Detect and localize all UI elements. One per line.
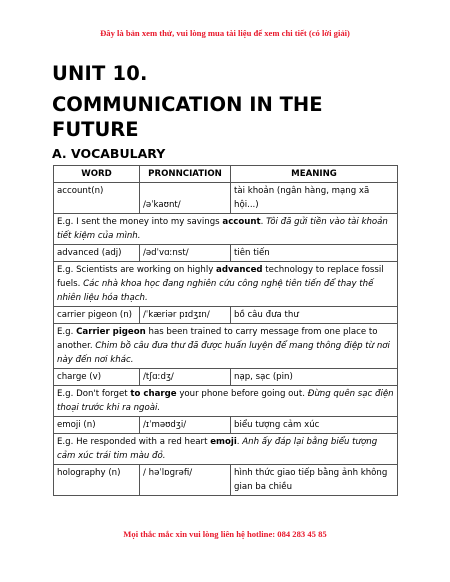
example-text: E.g.: [57, 327, 77, 337]
example-keyword: to charge: [130, 389, 177, 399]
example-keyword: advanced: [216, 265, 263, 275]
meaning-cell: tiên tiến: [231, 245, 398, 262]
pronunciation-cell: /ˈkæriər pɪdʒɪn/: [140, 307, 231, 324]
example-row: [54, 262, 398, 307]
pronunciation-cell: /ədˈvɑːnst/: [140, 245, 231, 262]
example-cell: [54, 386, 398, 417]
example-cell: [54, 262, 398, 307]
vocab-row: [54, 417, 398, 434]
example-text: your phone before going out.: [176, 389, 308, 399]
example-text: technology to replace fossil fuels.: [57, 265, 384, 289]
vocab-row: [54, 245, 398, 262]
meaning-cell: bồ câu đưa thư: [231, 307, 398, 324]
example-row: [54, 324, 398, 369]
vocab-row: [54, 307, 398, 324]
example-text: E.g. Don't forget: [57, 389, 131, 399]
preview-notice: Đây là bản xem thử, vui lòng mua tài liệu để xem chi tiết (có lời giải): [100, 28, 350, 38]
example-keyword: account: [222, 217, 261, 227]
example-translation: Các nhà khoa học đang nghiên cứu công nghệ tiên tiến để thay thế nhiên liệu hóa thạch.: [57, 279, 374, 303]
vocab-row: [54, 183, 398, 214]
example-row: [54, 214, 398, 245]
header-word: WORD: [54, 166, 140, 183]
example-cell: [54, 214, 398, 245]
example-cell: [54, 434, 398, 465]
meaning-cell: biểu tượng cảm xúc: [231, 417, 398, 434]
unit-title: UNIT 10.: [52, 62, 148, 85]
meaning-cell: nạp, sạc (pin): [231, 369, 398, 386]
topic-title: COMMUNICATION IN THE FUTURE: [52, 93, 323, 141]
example-text: E.g. Scientists are working on highly: [57, 265, 217, 275]
example-translation: Chim bồ câu đưa thư đã được huấn luyện để mang thông điệp từ nơi này đến nơi khác.: [57, 341, 390, 365]
example-translation: Đừng quên sạc điện thoại trước khi ra ngoài.: [57, 389, 394, 413]
word-cell: charge (v): [54, 369, 140, 386]
pronunciation-cell: / həˈlɒɡrəfi/: [140, 465, 231, 496]
word-cell: emoji (n): [54, 417, 140, 434]
table-header-row: [54, 166, 398, 183]
meaning-cell: hình thức giao tiếp bằng ảnh không gian ba chiều: [231, 465, 398, 496]
word-cell: carrier pigeon (n): [54, 307, 140, 324]
example-row: [54, 434, 398, 465]
example-keyword: emoji: [210, 437, 237, 447]
example-text: .: [260, 217, 267, 227]
example-keyword: Carrier pigeon: [76, 327, 146, 337]
word-cell: holography (n): [54, 465, 140, 496]
pronunciation-cell: /tʃɑːdʒ/: [140, 369, 231, 386]
header-meaning: MEANING: [231, 166, 398, 183]
example-text: has been trained to carry message from one place to another.: [57, 327, 378, 351]
example-cell: [54, 324, 398, 369]
word-cell: advanced (adj): [54, 245, 140, 262]
example-translation: Tôi đã gửi tiền vào tài khoản tiết kiệm của mình.: [57, 217, 388, 241]
pronunciation-cell: /əˈkaʊnt/: [140, 183, 231, 214]
hotline-notice: Mọi thắc mắc xin vui lòng liên hệ hotline: 084 283 45 85: [123, 529, 327, 539]
meaning-cell: tài khoản (ngân hàng, mạng xã hội...): [231, 183, 398, 214]
example-text: .: [236, 437, 243, 447]
vocab-row: [54, 369, 398, 386]
word-cell: account(n): [54, 183, 140, 214]
header-pronunciation: PRONNCIATION: [140, 166, 231, 183]
vocab-row: [54, 465, 398, 496]
example-text: E.g. He responded with a red heart: [57, 437, 211, 447]
section-heading: A. VOCABULARY: [52, 146, 166, 161]
pronunciation-cell: /ɪˈməʊdʒi/: [140, 417, 231, 434]
example-text: E.g. I sent the money into my savings: [57, 217, 223, 227]
example-row: [54, 386, 398, 417]
example-translation: Anh ấy đáp lại bằng biểu tượng cảm xúc trái tim màu đỏ.: [57, 437, 378, 461]
vocabulary-table: [53, 165, 398, 496]
